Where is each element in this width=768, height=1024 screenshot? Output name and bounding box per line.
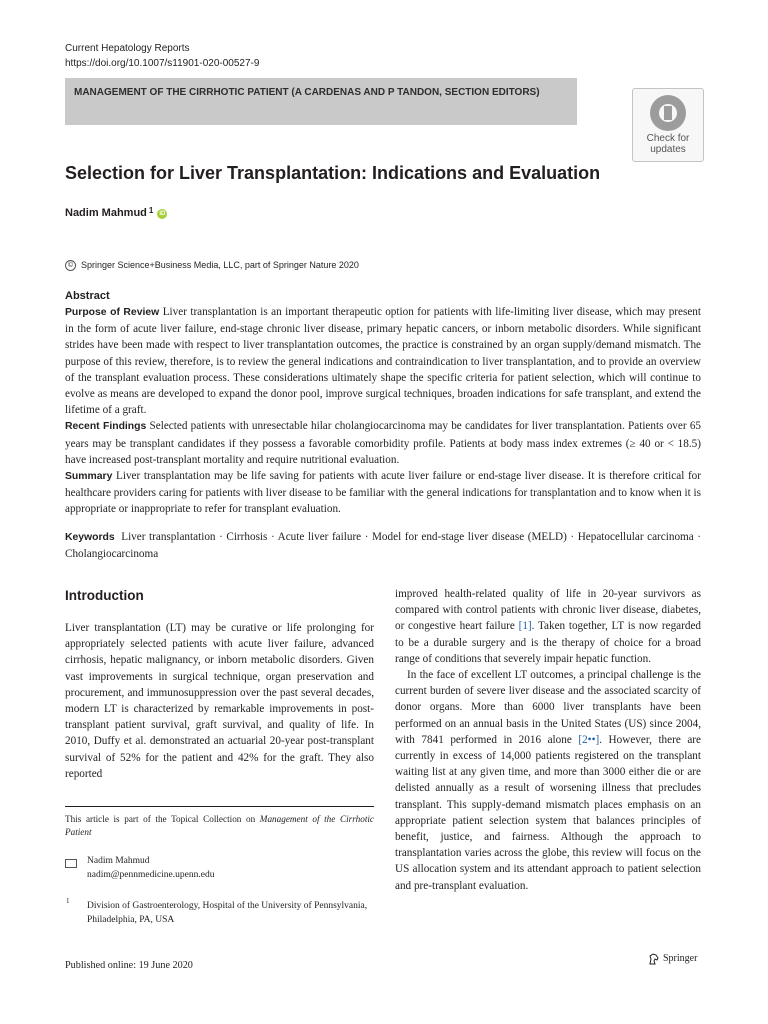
doi-link[interactable]: https://doi.org/10.1007/s11901-020-00527-9: [65, 58, 260, 69]
check-updates-label-1: Check for: [646, 133, 690, 144]
author-line: [65, 206, 167, 221]
abstract-purpose-label: Purpose of Review: [65, 307, 160, 318]
abstract-purpose-text: Liver transplantation is an important therapeutic option for patients with life-limiting liver disease, which may present in the form of acute liver failure, end-stage chronic liver disease, primary hepatic cancers, or inborn metabolic disorders. While significant strides have been made with respect to liver transplantation outcomes, the practice is constrained by an organ supply/demand mismatch. The purpose of this review, therefore, is to review the general indications and contraindication to liver transplantation, and to provide an overview of the transplant evaluation process. These considerations ultimately shape the specific criteria for patient selection, which will continue to evolve as means are developed to expand the donor pool, improve surgical techniques, broaden indications for safe transplant, and extend the lifetime of a graft.: [65, 306, 702, 417]
orcid-icon[interactable]: iD: [159, 211, 166, 217]
citation-link-2[interactable]: [2••]: [578, 733, 600, 746]
abstract-summary-label: Summary: [65, 471, 113, 483]
topical-collection-note: This article is part of the Topical Collection on Management of the Cirrhotic Patient: [65, 814, 375, 837]
publisher-logo: [648, 952, 697, 966]
copyright-icon: ©: [65, 260, 76, 271]
check-updates-icon: [650, 95, 686, 131]
citation-link-1[interactable]: [1]: [518, 620, 532, 633]
affiliation-number: 1: [66, 897, 70, 905]
keywords: [65, 529, 701, 562]
affiliation-text: Division of Gastroenterology, Hospital of the University of Pennsylvania, Philadelphia, PA, USA: [87, 901, 368, 925]
topical-collection-name: Management of the Cirrhotic Patient: [65, 814, 375, 837]
left-column: [65, 620, 374, 782]
footnote-divider: [65, 806, 374, 807]
intro-paragraph-1: Liver transplantation (LT) may be curative or life prolonging for appropriately selected patients with acute liver failure, advanced cirrhosis, hepatic malignancy, or inborn metabolic disorders. Given vast improvements in surgical technique, organ preservation and procurement, and immunosuppression over the past several decades, modern LT is characterized by remarkable improvements in post-transplant patient survival, graft survival, and quality of life. In 2010, Duffy et al. demonstrated an actuarial 20-year post-transplant survival of 52% for the patient and 42% for the graft. They also reported: [65, 622, 374, 780]
envelope-icon: [65, 859, 77, 868]
abstract-purpose: [65, 304, 701, 418]
copyright-text: Springer Science+Business Media, LLC, part of Springer Nature 2020: [81, 260, 359, 270]
check-updates-label-2: updates: [650, 144, 686, 155]
right-column: [395, 586, 701, 894]
article-title: Selection for Liver Transplantation: Indications and Evaluation: [65, 163, 601, 183]
abstract-summary: [65, 468, 701, 518]
intro-paragraph-1-continued: improved health-related quality of life in 20-year survivors as compared with control patients with chronic liver disease, diabetes, or congestive heart failure [1]. Taken together, LT is now regarded to be a durable surgery and is the therapy of choice for a broad range of conditions that severely impair hepatic function.: [395, 588, 702, 665]
abstract-heading: Abstract: [65, 290, 110, 302]
journal-name: Current Hepatology Reports: [65, 43, 190, 54]
abstract-findings-text: Selected patients with unresectable hilar cholangiocarcinoma may be candidates for liver transplantation. Patients over 65 years may be transplant candidates if they possess a favorable comorbidity profile. Patients at body mass index extremes (≥ 40 or < 18.5) have increased post-transplant mortality and require nutritional evaluation.: [65, 420, 702, 466]
corresponding-author-name: Nadim Mahmud: [87, 856, 150, 866]
springer-horse-icon: [648, 953, 660, 965]
check-for-updates-badge[interactable]: [632, 88, 704, 162]
corresponding-author-email[interactable]: nadim@pennmedicine.upenn.edu: [87, 870, 215, 880]
keywords-text: Liver transplantation · Cirrhosis · Acute liver failure · Model for end-stage liver disease (MELD) · Hepatocellular carcinoma · Cholangiocarcinoma: [65, 531, 701, 561]
abstract-findings: [65, 418, 701, 468]
copyright-line: [65, 259, 359, 272]
abstract-findings-label: Recent Findings: [65, 421, 147, 433]
section-banner-text: MANAGEMENT OF THE CIRRHOTIC PATIENT (A CARDENAS AND P TANDON, SECTION EDITORS): [74, 87, 540, 98]
abstract-body: [65, 304, 701, 518]
author-affiliation-marker: 1: [148, 206, 154, 215]
author-name[interactable]: Nadim Mahmud: [65, 207, 147, 219]
keywords-label: Keywords: [65, 532, 115, 543]
introduction-heading: Introduction: [65, 588, 144, 603]
published-date: Published online: 19 June 2020: [65, 960, 193, 971]
publisher-name: Springer: [663, 953, 698, 964]
intro-paragraph-2: In the face of excellent LT outcomes, a principal challenge is the current burden of severe liver disease and the associated scarcity of donor organs. More than 6000 liver transplants have been performed on an annual basis in the United States (US) since 2004, with 7841 performed in 2016 alone [2••]. However, there are currently in excess of 14,000 patients registered on the transplant waiting list at any given time, and more than 3000 either die or are delisted annually as a result of worsening illness that precludes transplant. This supply-demand mismatch places emphasis on an appropriate patient selection system that balances principles of benefit, justice, and fairness. Although the approach to transplantation varies across the globe, this review will focus on the US allocation system and its attendant approach to patient selection and pre-transplant evaluation.: [395, 669, 701, 892]
abstract-summary-text: Liver transplantation may be life saving for patients with acute liver failure or end-stage liver disease. It is therefore critical for healthcare providers caring for patients with liver disease to be familiar with the general indications for transplantation and to know when it is appropriate or inappropriate to refer for transplant evaluation.: [65, 470, 701, 516]
